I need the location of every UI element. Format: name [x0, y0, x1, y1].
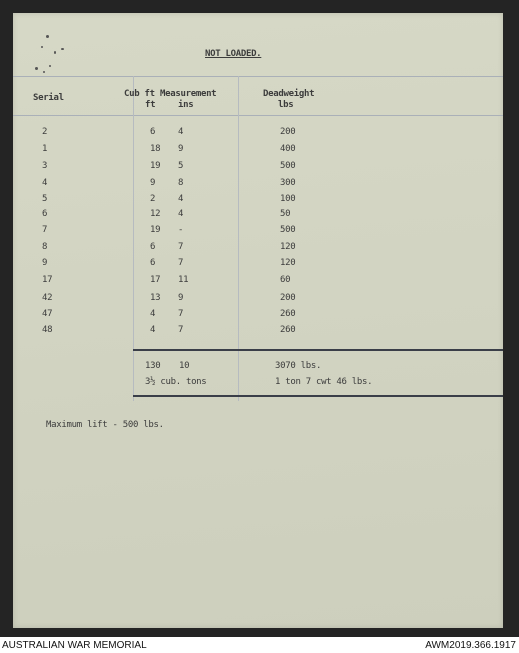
cell-serial: 48 — [42, 325, 53, 335]
cell-serial: 4 — [42, 178, 48, 188]
cell-ins: 9 — [178, 144, 184, 154]
cell-ins: 7 — [178, 325, 184, 335]
table-row — [13, 258, 503, 272]
total-ft: 130 — [145, 361, 161, 371]
total-tons-weight: 1 ton 7 cwt 46 lbs. — [275, 377, 373, 387]
cell-ins: 7 — [178, 309, 184, 319]
header-measurement: Measurement — [160, 89, 217, 99]
total-tons-measure: 3½ cub. tons — [145, 377, 207, 387]
archive-name: AUSTRALIAN WAR MEMORIAL — [2, 640, 147, 651]
table-row — [13, 242, 503, 256]
cell-serial: 5 — [42, 194, 48, 204]
paper-speck — [43, 71, 45, 73]
cell-ins: 7 — [178, 258, 184, 268]
table-row — [13, 144, 503, 158]
cell-ins: 9 — [178, 293, 184, 303]
cell-weight: 500 — [280, 225, 296, 235]
document-page — [13, 13, 503, 628]
paper-speck — [54, 51, 56, 54]
cell-serial: 8 — [42, 242, 48, 252]
totals-rule-top — [133, 349, 503, 351]
cell-weight: 100 — [280, 194, 296, 204]
cell-serial: 47 — [42, 309, 53, 319]
table-row — [13, 293, 503, 307]
paper-speck — [35, 67, 38, 70]
cell-serial: 9 — [42, 258, 48, 268]
paper-speck — [61, 48, 64, 50]
cell-weight: 200 — [280, 293, 296, 303]
header-rule-bottom — [13, 115, 503, 116]
cell-weight: 50 — [280, 209, 291, 219]
header-rule-top — [13, 76, 503, 77]
totals-rule-bottom — [133, 395, 503, 397]
cell-serial: 17 — [42, 275, 53, 285]
cell-serial: 2 — [42, 127, 48, 137]
total-ins: 10 — [179, 361, 190, 371]
header-ins: ins — [178, 100, 194, 110]
cell-weight: 60 — [280, 275, 291, 285]
archive-reference: AWM2019.366.1917 — [425, 640, 516, 651]
cell-serial: 7 — [42, 225, 48, 235]
maximum-lift-note: Maximum lift - 500 lbs. — [46, 420, 164, 430]
total-weight: 3070 lbs. — [275, 361, 322, 371]
totals-row — [13, 377, 503, 391]
cell-ins: 5 — [178, 161, 184, 171]
cell-weight: 120 — [280, 242, 296, 252]
cell-weight: 400 — [280, 144, 296, 154]
document-title: NOT LOADED. — [205, 49, 262, 59]
archive-caption-bar — [0, 637, 519, 653]
cell-weight: 500 — [280, 161, 296, 171]
cell-ins: 4 — [178, 127, 184, 137]
cell-ft: 19 — [150, 161, 161, 171]
cell-ins: 4 — [178, 209, 184, 219]
table-row — [13, 209, 503, 223]
cell-ft: 12 — [150, 209, 161, 219]
cell-ins: 11 — [178, 275, 189, 285]
table-row — [13, 178, 503, 192]
table-row — [13, 225, 503, 239]
cell-ins: 4 — [178, 194, 184, 204]
cell-ins: 7 — [178, 242, 184, 252]
cell-ft: 4 — [150, 309, 156, 319]
cell-ft: 18 — [150, 144, 161, 154]
cell-ft: 4 — [150, 325, 156, 335]
cell-serial: 1 — [42, 144, 48, 154]
cell-weight: 120 — [280, 258, 296, 268]
table-row — [13, 275, 503, 289]
cell-ft: 2 — [150, 194, 156, 204]
cell-serial: 6 — [42, 209, 48, 219]
cell-ft: 6 — [150, 242, 156, 252]
table-row — [13, 127, 503, 141]
cell-ins: - — [178, 225, 184, 235]
cell-weight: 200 — [280, 127, 296, 137]
paper-speck — [41, 46, 43, 48]
paper-speck — [49, 65, 51, 67]
cell-serial: 42 — [42, 293, 53, 303]
cell-ft: 9 — [150, 178, 156, 188]
cell-ft: 19 — [150, 225, 161, 235]
cell-ft: 13 — [150, 293, 161, 303]
cell-ins: 8 — [178, 178, 184, 188]
paper-speck — [46, 35, 49, 38]
table-row — [13, 309, 503, 323]
table-row — [13, 325, 503, 339]
table-row — [13, 194, 503, 208]
header-deadweight: Deadweight — [263, 89, 315, 99]
cell-weight: 300 — [280, 178, 296, 188]
cell-weight: 260 — [280, 325, 296, 335]
cell-ft: 6 — [150, 258, 156, 268]
totals-row — [13, 361, 503, 375]
cell-ft: 6 — [150, 127, 156, 137]
cell-serial: 3 — [42, 161, 48, 171]
cell-ft: 17 — [150, 275, 161, 285]
header-cubft: Cub ft — [124, 89, 155, 99]
cell-weight: 260 — [280, 309, 296, 319]
header-serial: Serial — [33, 93, 64, 103]
header-lbs: lbs — [278, 100, 294, 110]
header-ft: ft — [145, 100, 156, 110]
table-row — [13, 161, 503, 175]
